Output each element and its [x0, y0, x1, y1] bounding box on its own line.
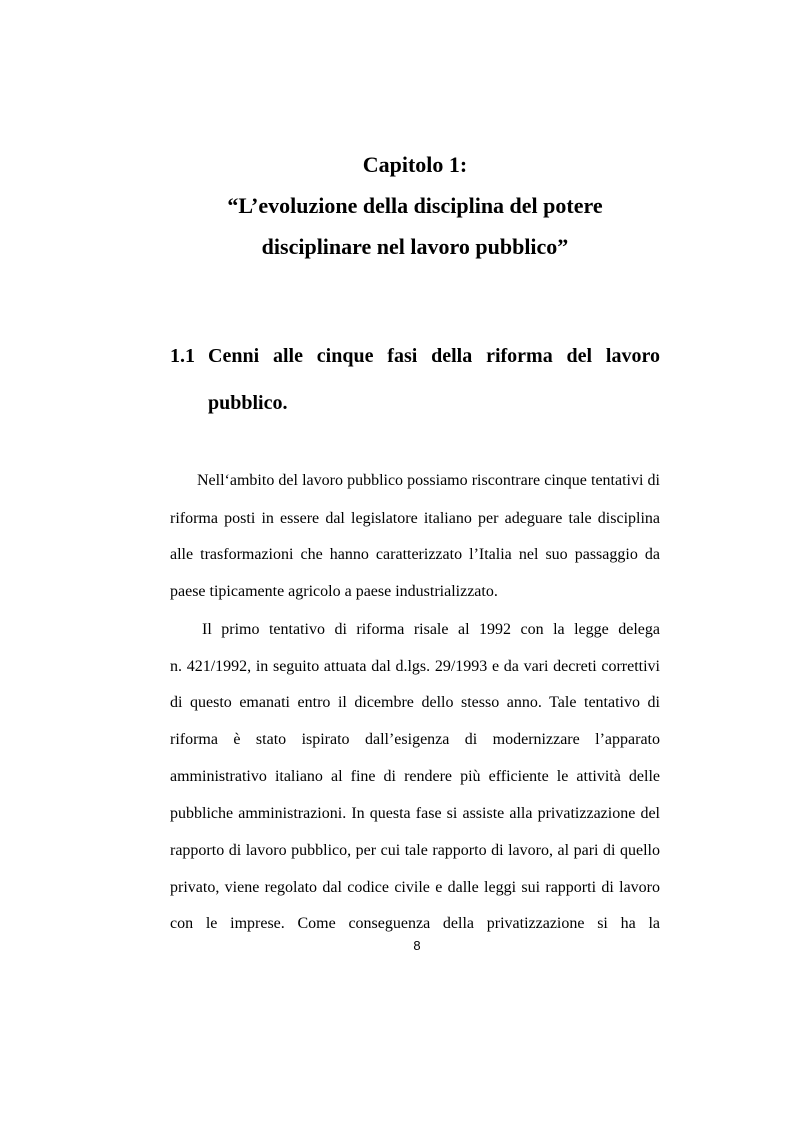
body-line: Nell‘ambito del lavoro pubblico possiamo riscontrare cinque tentativi di: [197, 472, 660, 489]
section-title-line-1: Cenni alle cinque fasi della riforma del lavoro: [208, 345, 660, 367]
body-line: di questo emanati entro il dicembre dello stesso anno. Tale tentativo di: [170, 694, 660, 711]
section-title-line-2: pubblico.: [208, 392, 288, 414]
body-line: con le imprese. Come conseguenza della privatizzazione si ha la: [170, 915, 660, 932]
section-number: 1.1: [170, 345, 195, 367]
body-line: amministrativo italiano al fine di rendere più efficiente le attività delle: [170, 768, 660, 785]
chapter-title-line-2: disciplinare nel lavoro pubblico”: [261, 234, 569, 259]
body-line: riforma posti in essere dal legislatore italiano per adeguare tale disciplina: [170, 510, 660, 527]
body-line: rapporto di lavoro pubblico, per cui tale rapporto di lavoro, al pari di quello: [170, 842, 660, 859]
body-line: riforma è stato ispirato dall’esigenza di modernizzare l’apparato: [170, 731, 660, 748]
body-line: privato, viene regolato dal codice civile e dalle leggi sui rapporti di lavoro: [170, 879, 660, 896]
body-line: alle trasformazioni che hanno caratterizzato l’Italia nel suo passaggio da: [170, 546, 660, 563]
body-line: Il primo tentativo di riforma risale al 1992 con la legge delega: [202, 621, 660, 638]
body-line: pubbliche amministrazioni. In questa fase si assiste alla privatizzazione del: [170, 805, 660, 822]
page-number: 8: [413, 938, 421, 953]
body-line: n. 421/1992, in seguito attuata dal d.lgs. 29/1993 e da vari decreti correttivi: [170, 658, 660, 675]
chapter-label: Capitolo 1:: [362, 152, 468, 177]
body-line: paese tipicamente agricolo a paese industrializzato.: [170, 583, 498, 600]
chapter-title-line-1: “L’evoluzione della disciplina del potere: [227, 193, 603, 218]
